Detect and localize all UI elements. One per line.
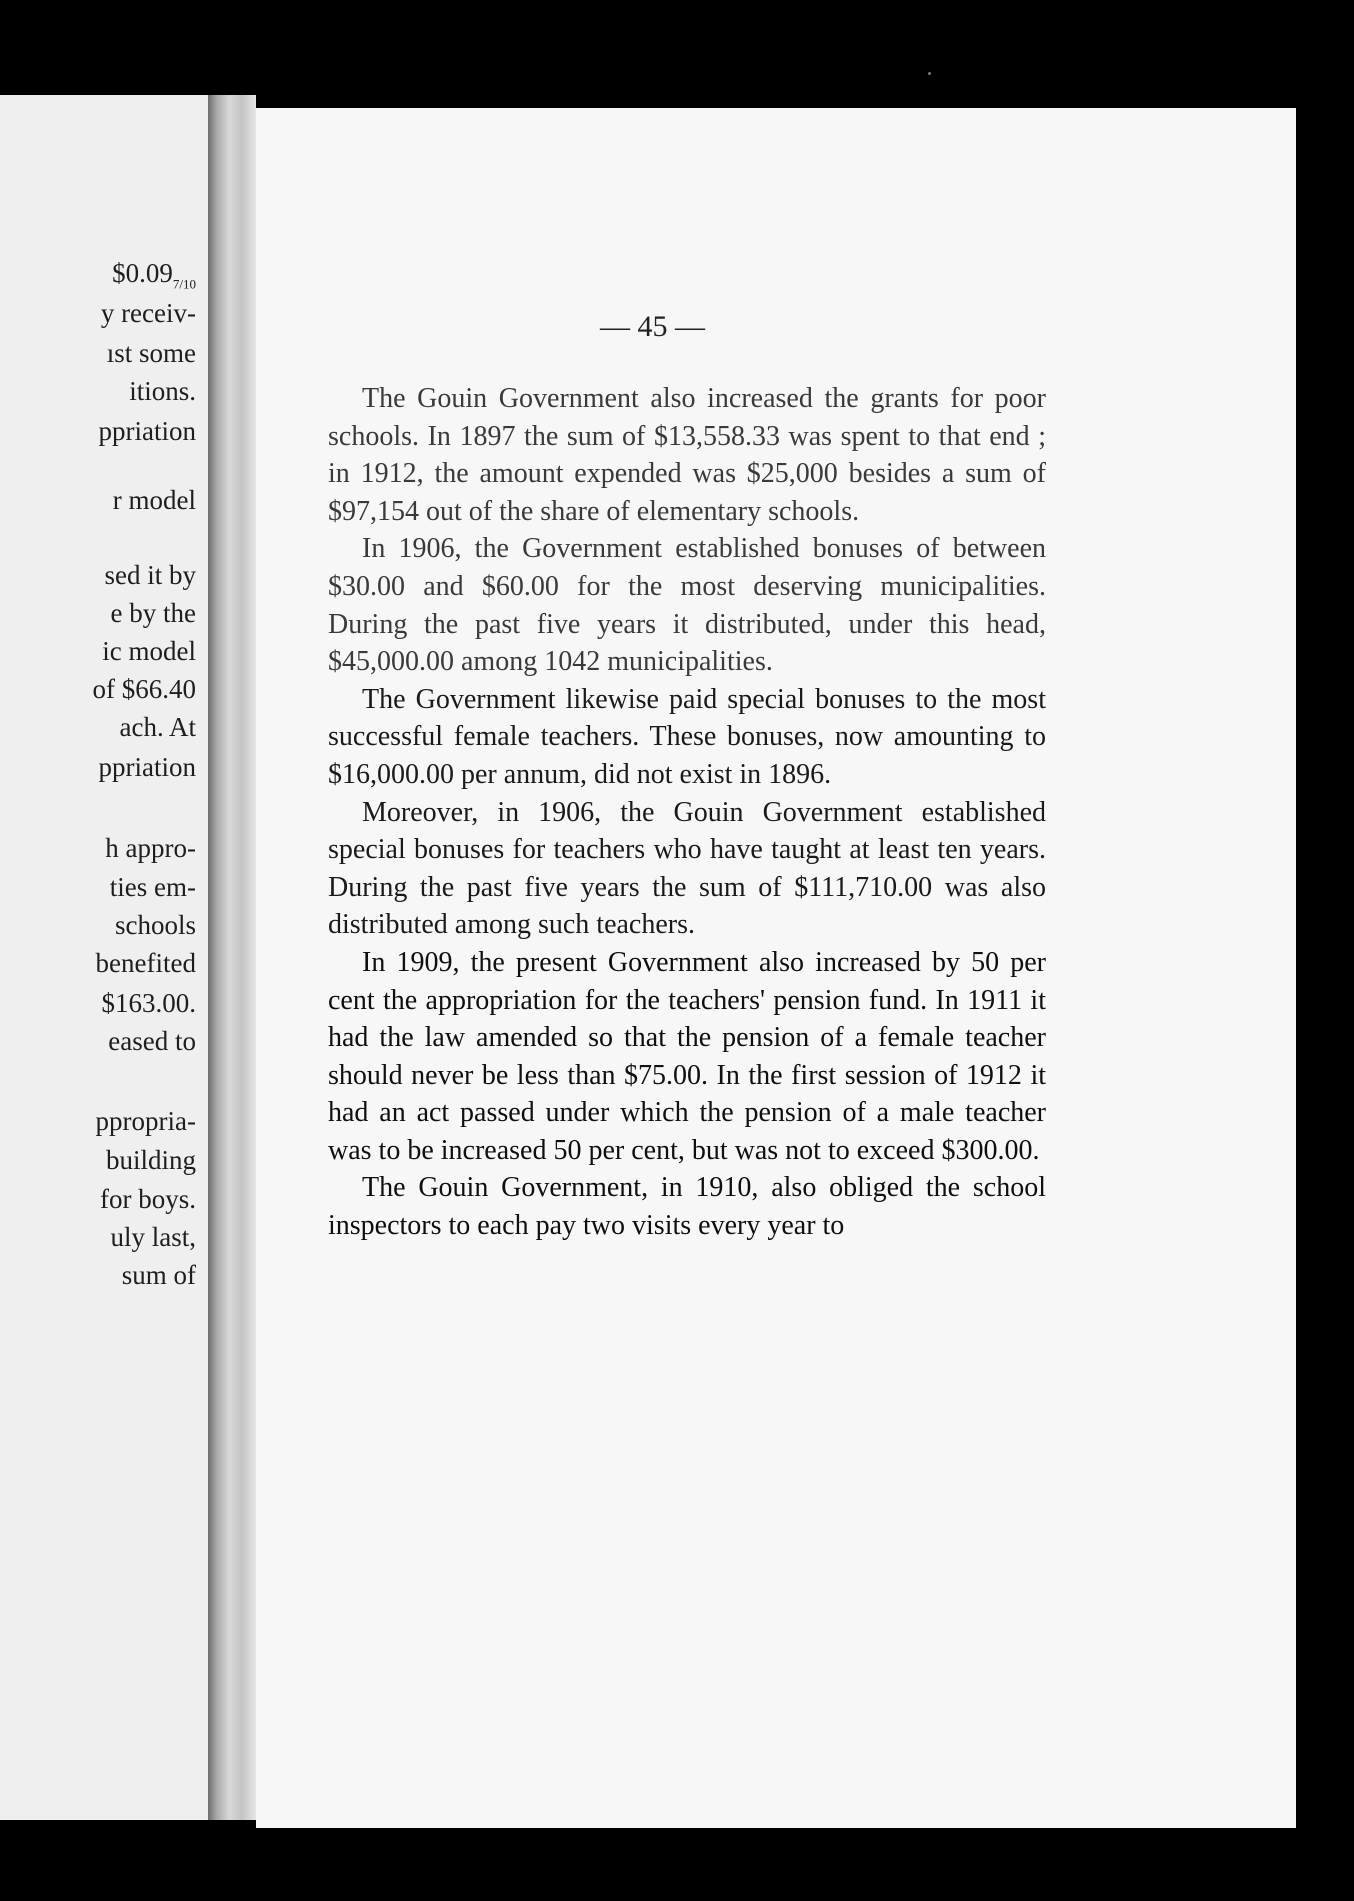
left-page-fragment [0, 95, 208, 1820]
left-page-line: ıst some [106, 338, 196, 368]
scan-speck [928, 72, 931, 75]
left-page-line: ach. At [119, 712, 196, 742]
left-page-line: schools [115, 910, 196, 940]
paragraph-school-inspectors: The Gouin Government, in 1910, also obliged the school inspectors to each pay two visits every year to [328, 1172, 1046, 1242]
left-page-line: building [105, 1145, 196, 1175]
body-text [328, 380, 1046, 1245]
left-page-line: ties em- [109, 872, 196, 902]
left-page-line: itions. [129, 376, 196, 406]
left-page-line: $\$0.09_{7/10}$ [112, 258, 196, 292]
book-gutter [208, 95, 256, 1820]
left-page-line: of $66.40 [92, 674, 196, 704]
paragraph-municipality-bonuses: In 1906, the Government established bonuses of between $30.00 and $60.00 for the most deserving municipalities. During the past five years it distributed, under this head, $45,000.00 among 1042 municipalities. [328, 533, 1046, 678]
left-page-line: ppropria- [95, 1106, 196, 1136]
left-page-line: h appro- [105, 833, 196, 863]
left-page-line: e by the [110, 598, 196, 628]
left-page-line: $163.00. [101, 988, 196, 1018]
paragraph-poor-schools-grants: The Gouin Government also increased the grants for poor schools. In 1897 the sum of $13,558.33 was spent to that end ; in 1912, the amount expended was $25,000 besides a sum of $97,154 out of the share of elementary schools. [328, 383, 1046, 527]
page-number: — 45 — [600, 310, 705, 343]
fraction-subscript: 7/10 [172, 276, 196, 292]
left-page-line: sed it by [104, 560, 196, 590]
paragraph-pension-fund: In 1909, the present Government also increased by 50 per cent the appropriation for the teachers' pension fund. In 1911 it had the law amended so that the pension of a female teacher should never be less than $75.00. In the first session of 1912 it had an act passed under which the pension of a male teacher was to be increased 50 per cent, but was not to exceed $300.00. [328, 946, 1046, 1166]
left-page-line: eased to [108, 1026, 196, 1056]
left-page-line: sum of [121, 1260, 196, 1290]
paragraph-female-teacher-bonuses: The Government likewise paid special bonuses to the most successful female teachers. These bonuses, now amounting to $16,000.00 per annum, did not exist in 1896. [328, 683, 1046, 790]
left-page-line: ppriation [98, 752, 196, 782]
left-page-line: uly last, [110, 1222, 196, 1252]
left-page-line: r model [112, 485, 196, 515]
left-page-line: y receiv- [100, 298, 196, 328]
left-page-line: ppriation [98, 416, 196, 446]
left-page-line: for boys. [100, 1184, 196, 1214]
paragraph-ten-year-teacher-bonuses: Moreover, in 1906, the Gouin Government established special bonuses for teachers who have taught at least ten years. During the past five years the sum of $111,710.00 was also distributed among such teachers. [328, 796, 1046, 941]
left-page-line: benefited [95, 948, 196, 978]
left-page-line: ic model [102, 636, 196, 666]
